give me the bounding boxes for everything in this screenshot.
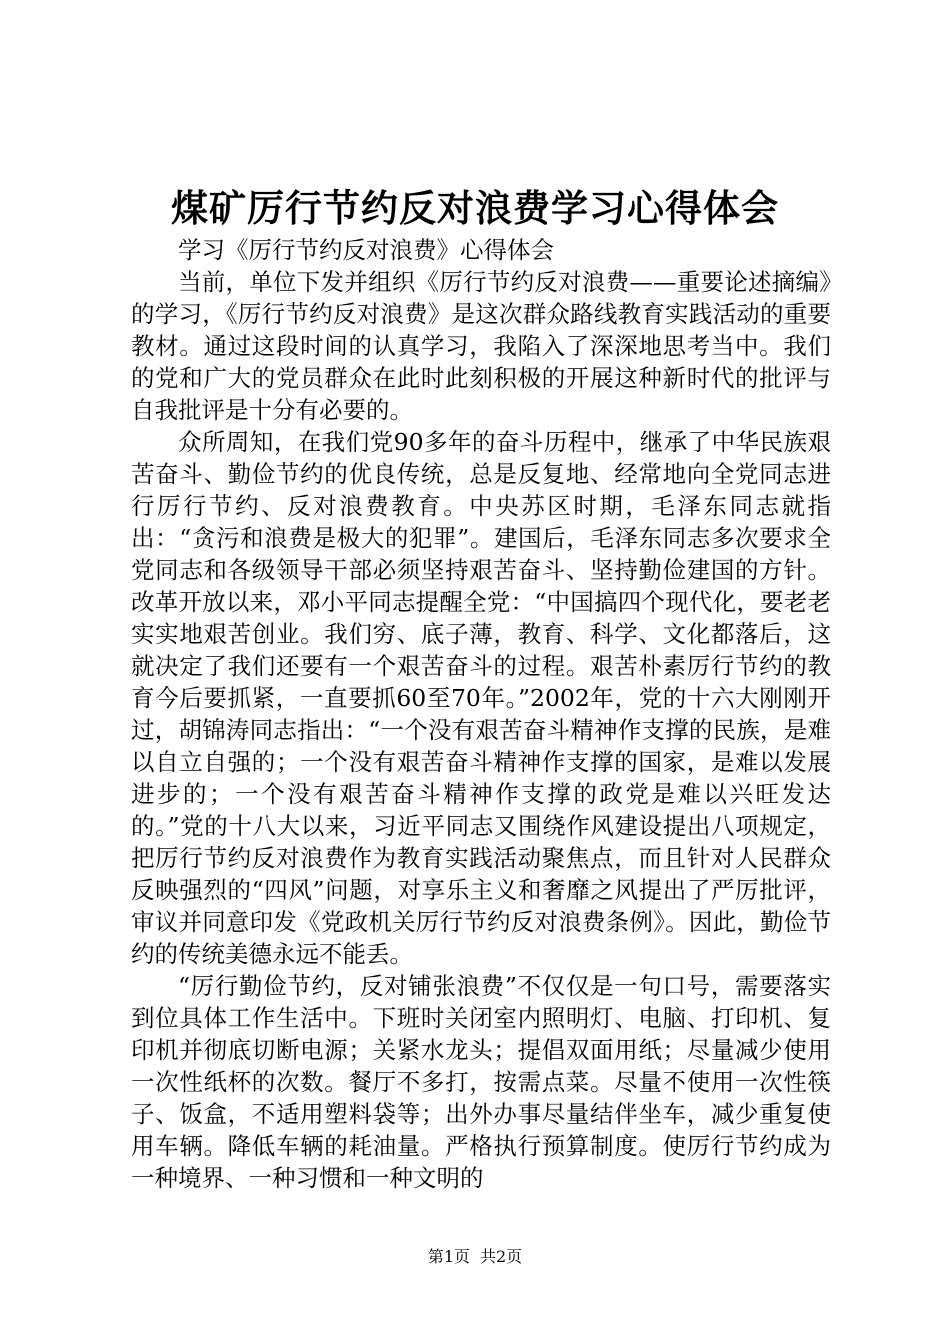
document-body — [131, 234, 831, 1194]
page-number: 第1页 — [427, 1247, 470, 1266]
paragraph: “厉行勤俭节约，反对铺张浪费”不仅仅是一句口号，需要落实到位具体工作生活中。下班时关闭室内照明灯、电脑、打印机、复印机并彻底切断电源；关紧水龙头；提倡双面用纸；尽量减少使用一次性纸杯的次数。餐厅不多打，按需点菜。尽量不使用一次性筷子、饭盒，不适用塑料袋等；出外办事尽量结伴坐车，减少重复使用车辆。降低车辆的耗油量。严格执行预算制度。使厉行节约成为一种境界、一种习惯和一种文明的 — [131, 972, 831, 1192]
page-total: 共2页 — [480, 1247, 523, 1266]
paragraph: 当前，单位下发并组织《厉行节约反对浪费——重要论述摘编》的学习，《厉行节约反对浪费》是这次群众路线教育实践活动的重要教材。通过这段时间的认真学习，我陷入了深深地思考当中。我们的党和广大的党员群众在此时此刻积极的开展这种新时代的批评与自我批评是十分有必要的。 — [131, 268, 831, 424]
paragraph: 众所周知，在我们党90多年的奋斗历程中，继承了中华民族艰苦奋斗、勤俭节约的优良传统，总是反复地、经常地向全党同志进行厉行节约、反对浪费教育。中央苏区时期，毛泽东同志就指出：“贪污和浪费是极大的犯罪”。建国后，毛泽东同志多次要求全党同志和各级领导干部必须坚持艰苦奋斗、坚持勤俭建国的方针。改革开放以来，邓小平同志提醒全党：“中国搞四个现代化，要老老实实地艰苦创业。我们穷、底子薄，教育、科学、文化都落后，这就决定了我们还要有一个艰苦奋斗的过程。艰苦朴素厉行节约的教育今后要抓紧，一直要抓60至70年。”2002年，党的十六大刚刚开过，胡锦涛同志指出：“一个没有艰苦奋斗精神作支撑的民族，是难以自立自强的；一个没有艰苦奋斗精神作支撑的国家，是难以发展进步的；一个没有艰苦奋斗精神作支撑的政党是难以兴旺发达的。”党的十八大以来，习近平同志又围绕作风建设提出八项规定，把厉行节约反对浪费作为教育实践活动聚焦点，而且针对人民群众反映强烈的“四风”问题，对享乐主义和奢靡之风提出了严厉批评，审议并同意印发《党政机关厉行节约反对浪费条例》。因此，勤俭节约的传统美德永远不能丢。 — [131, 428, 831, 968]
document-subtitle: 学习《厉行节约反对浪费》心得体会 — [178, 236, 554, 264]
document-title: 煤矿厉行节约反对浪费学习心得体会 — [171, 186, 779, 230]
page-footer — [0, 1246, 950, 1268]
